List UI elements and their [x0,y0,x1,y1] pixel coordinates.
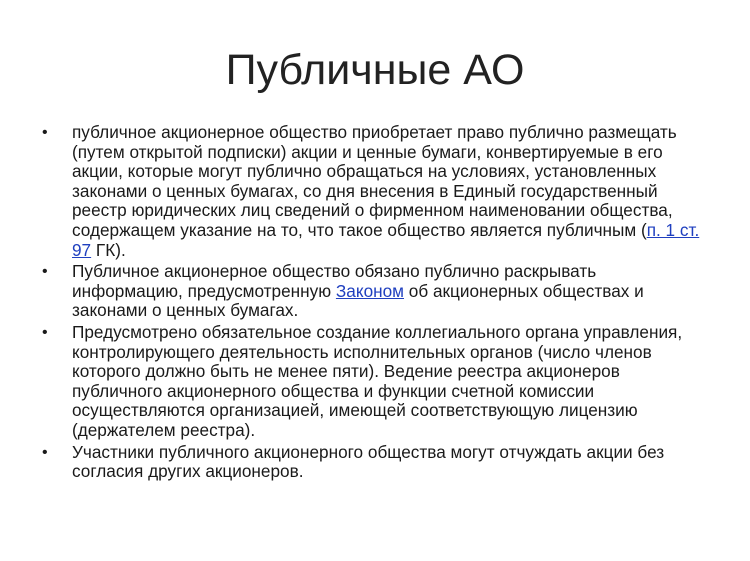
text-line [72,343,732,363]
text-line [72,462,732,482]
text-segment: (путем открытой подписки) акции и ценные бумаги, конвертируемые в его [72,141,663,162]
text-line [72,382,732,402]
text-line [72,162,732,182]
text-line [72,401,732,421]
text-line [72,282,732,302]
bullet-dot-icon: • [42,323,48,341]
text-segment: контролирующего деятельность исполнительных органов (число членов [72,341,652,362]
text-segment: реестр юридических лиц сведений о фирменном наименовании общества, [72,200,673,221]
text-segment: акции, которые могут публично обращаться на условиях, установленных [72,161,657,182]
bullet-item [42,443,732,482]
text-segment: об акционерных обществах и [404,280,644,301]
reference-link[interactable]: 97 [72,239,92,260]
text-line [72,362,732,382]
reference-link[interactable]: Законом [335,280,405,301]
text-segment: осуществляются организацией, имеющей соответствующую лицензию [72,400,638,421]
bullet-dot-icon: • [42,443,48,461]
text-segment: содержащем указание на то, что такое общество является публичным ( [72,219,647,240]
text-line [72,143,732,163]
text-segment: Публичное акционерное общество обязано публично раскрывать [72,261,597,282]
text-segment: публичного акционерного общества и функции счетной комиссии [72,380,595,401]
text-line [72,123,732,143]
slide-title: Публичные АО [225,46,525,94]
text-segment: согласия других акционеров. [72,461,304,482]
text-line [72,241,732,261]
text-line [72,443,732,463]
text-segment: которого должно быть не менее пяти). Ведение реестра акционеров [72,361,620,382]
text-segment: (держателем реестра). [72,419,256,440]
bullet-dot-icon: • [42,124,48,141]
text-line [72,323,732,343]
text-line [72,262,732,282]
reference-link[interactable]: п. 1 ст. [646,219,700,240]
text-segment: информацию, предусмотренную [72,280,336,301]
bullet-list [42,123,732,484]
text-line [72,421,732,441]
text-segment: Участники публичного акционерного общества могут отчуждать акции без [72,441,665,462]
bullet-item [42,262,732,321]
text-line [72,182,732,202]
text-segment: Предусмотрено обязательное создание коллегиального органа управления, [72,321,683,342]
bullet-item [42,123,732,260]
text-segment: ГК). [91,239,126,260]
text-line [72,221,732,241]
text-line [72,301,732,321]
text-segment: законами о ценных бумагах, со дня внесения в Единый государственный [72,180,658,201]
text-segment: законами о ценных бумагах. [72,300,299,321]
text-line [72,201,732,221]
bullet-dot-icon: • [42,263,48,281]
bullet-item [42,323,732,441]
text-segment: публичное акционерное общество приобретает право публично размещать [72,122,677,142]
